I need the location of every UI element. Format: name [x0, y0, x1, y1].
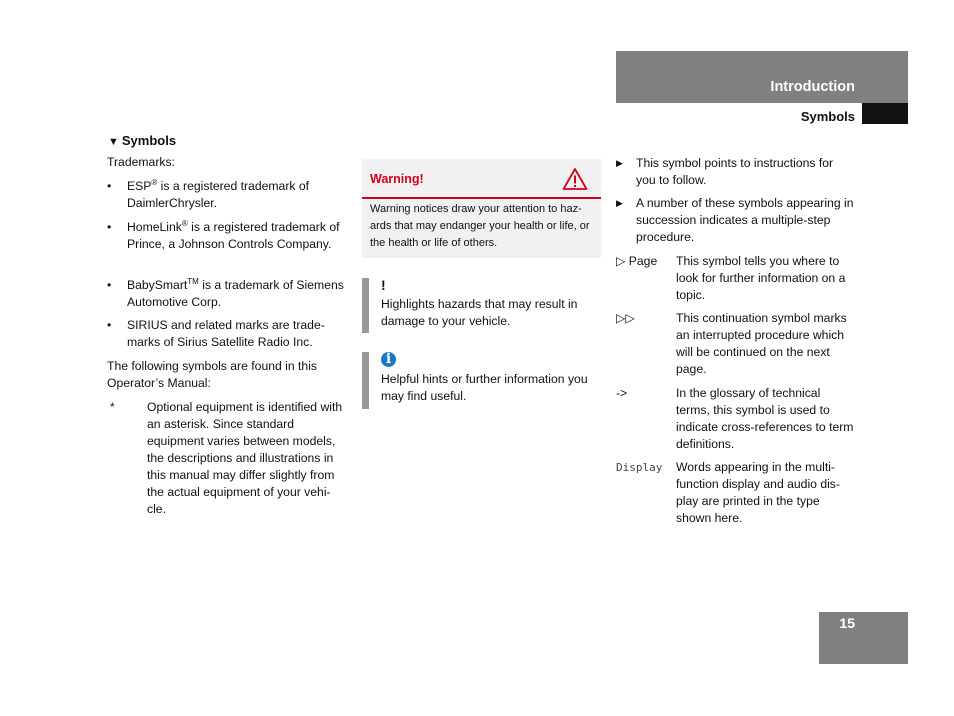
symbols-heading: ▼ Symbols [108, 133, 177, 148]
list-item-esp: • ESP® is a registered trademark of DaimlerChrysler. [107, 177, 310, 210]
info-text: Helpful hints or further information you may find useful. [381, 372, 588, 403]
heading-triangle-icon: ▼ [108, 136, 119, 148]
caution-bar [362, 278, 369, 333]
caution-text: Highlights hazards that may result in damage to your vehicle. [381, 297, 578, 328]
play-arrow-icon: ▶ [616, 158, 623, 168]
multistep-symbol-item: ▶ A number of these symbols appearing in succession indicates a multiple-step procedure. [616, 196, 854, 244]
exclamation-icon: ! [381, 277, 386, 293]
chapter-title: Introduction [770, 79, 855, 95]
caution-note [362, 278, 601, 334]
page-number: 15 [839, 615, 855, 631]
symbols-intro: The following symbols are found in this Operator’s Manual: [107, 359, 318, 390]
asterisk-item: * Optional equipment is identified with an asterisk. Since standard equipment varies between models, the descriptions and illustrations in this manual may differ slightly from the actual equipment of your vehi-cle. [110, 400, 343, 516]
section-tab-marker [862, 103, 908, 124]
warning-divider [362, 197, 601, 199]
page-reference-item: ▷ Page This symbol tells you where to look for further information on a topic. [616, 254, 846, 302]
cross-reference-item: -> In the glossary of technical terms, this symbol is used to indicate cross-references to term definitions. [616, 386, 854, 451]
info-icon: i [381, 352, 396, 367]
play-arrow-icon: ▶ [616, 198, 623, 208]
info-bar [362, 352, 369, 409]
warning-box [362, 159, 601, 258]
warning-text: Warning notices draw your attention to haz-ards that may endanger your health or life, or the health or life of others. [370, 203, 590, 249]
warning-title: Warning! [370, 172, 424, 186]
trademarks-label: Trademarks: [107, 155, 175, 169]
instruction-symbol-item: ▶ This symbol points to instructions for you to follow. [616, 156, 834, 187]
list-item-homelink: • HomeLink® is a registered trademark of Prince, a Johnson Controls Company. [107, 218, 340, 251]
section-title: Symbols [800, 109, 855, 124]
warning-triangle-icon [562, 167, 588, 191]
display-text-item: Display Words appearing in the multi-function display and audio dis-play are printed in the type shown here. [616, 460, 840, 525]
list-item-sirius: • SIRIUS and related marks are trade-marks of Sirius Satellite Radio Inc. [107, 318, 325, 349]
list-item-babysmart: • BabySmart™ is a trademark of Siemens Automotive Corp. [107, 276, 344, 309]
info-note [362, 352, 601, 410]
continuation-item: ▷▷ This continuation symbol marks an interrupted procedure which will be continued on the next page. [616, 311, 847, 376]
